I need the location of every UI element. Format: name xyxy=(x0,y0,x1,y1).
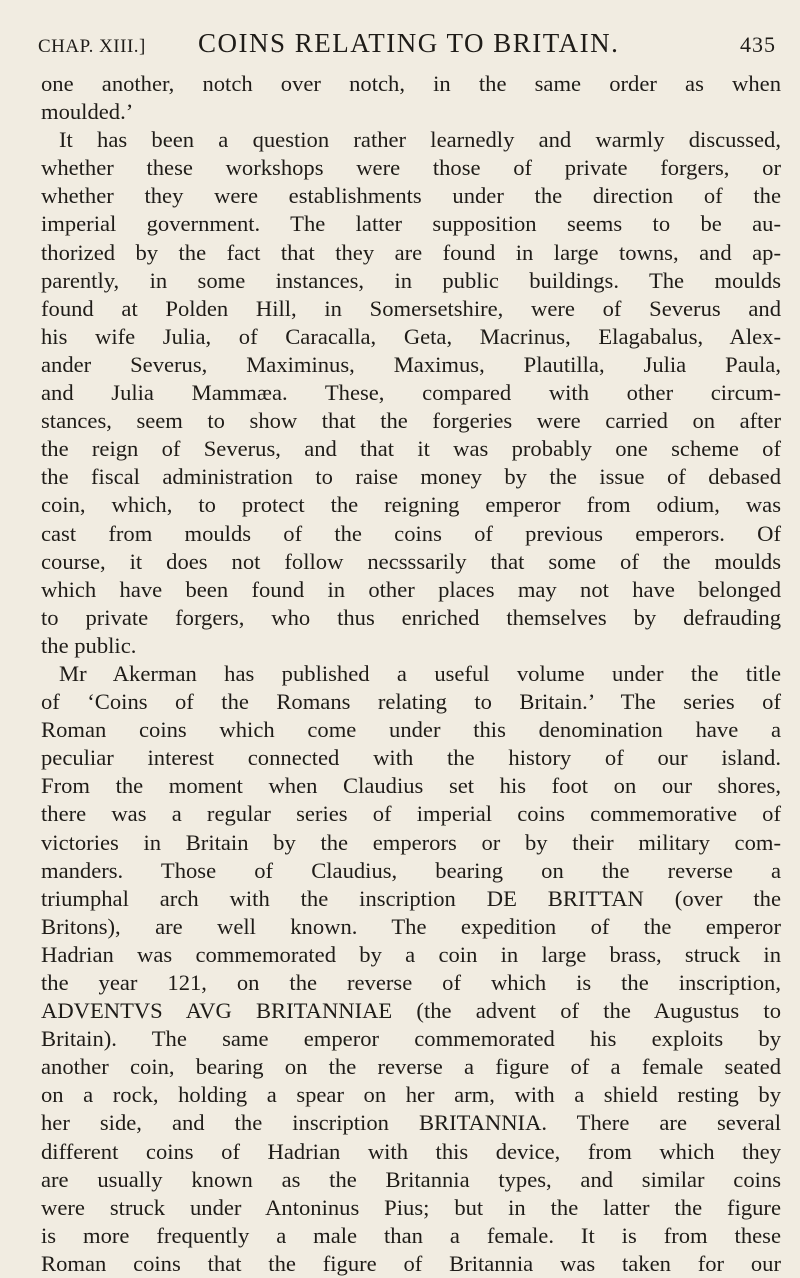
text-line: Roman coins which come under this denomination have a xyxy=(41,717,781,743)
paragraph-start-line: Mr Akerman has published a useful volume under the title xyxy=(59,660,781,686)
page-number: 435 xyxy=(740,32,776,57)
text-line: imperial government. The latter supposition seems to be au- xyxy=(41,211,781,237)
text-line: Hadrian was commemorated by a coin in large brass, struck in xyxy=(41,941,781,967)
text-line: Britain). The same emperor commemorated his exploits by xyxy=(41,1026,781,1052)
text-line: the public. xyxy=(41,632,137,658)
text-line: moulded.’ xyxy=(41,99,134,125)
text-line: stances, seem to show that the forgeries were carried on after xyxy=(41,408,781,434)
text-line: Britons), are well known. The expedition of the emperor xyxy=(41,913,781,939)
text-line: victories in Britain by the emperors or by their military com- xyxy=(41,829,781,855)
text-line: his wife Julia, of Caracalla, Geta, Macrinus, Elagabalus, Alex- xyxy=(41,323,781,349)
text-line: her side, and the inscription BRITANNIA. There are several xyxy=(41,1110,781,1136)
text-line: peculiar interest connected with the history of our island. xyxy=(41,745,781,771)
text-line: coin, which, to protect the reigning emperor from odium, was xyxy=(41,492,781,518)
text-line: whether they were establishments under the direction of the xyxy=(41,183,781,209)
running-head xyxy=(38,28,776,68)
text-line: course, it does not follow necsssarily that some of the moulds xyxy=(41,548,781,574)
text-line: another coin, bearing on the reverse a figure of a female seated xyxy=(41,1054,781,1080)
page-heading: COINS RELATING TO BRITAIN. xyxy=(198,28,620,58)
text-line: which have been found in other places may not have belonged xyxy=(41,576,781,602)
text-line: thorized by the fact that they are found in large towns, and ap- xyxy=(41,239,781,265)
text-line: ADVENTVS AVG BRITANNIAE (the advent of the Augustus to xyxy=(41,998,781,1024)
chapter-reference: CHAP. XIII.] xyxy=(38,36,146,57)
text-line: whether these workshops were those of private forgers, or xyxy=(41,155,781,181)
text-line: there was a regular series of imperial coins commemorative of xyxy=(41,801,781,827)
text-line: and Julia Mammæa. These, compared with other circum- xyxy=(41,380,781,406)
text-line: of ‘Coins of the Romans relating to Britain.’ The series of xyxy=(41,689,781,715)
text-line: the fiscal administration to raise money by the issue of debased xyxy=(41,464,781,490)
text-line: are usually known as the Britannia types, and similar coins xyxy=(41,1166,781,1192)
text-line: triumphal arch with the inscription DE BRITTAN (over the xyxy=(41,885,781,911)
text-line: Roman coins that the figure of Britannia was taken for our xyxy=(41,1250,781,1276)
body-text xyxy=(41,70,781,1278)
text-line: manders. Those of Claudius, bearing on the reverse a xyxy=(41,857,781,883)
text-line: one another, notch over notch, in the same order as when xyxy=(41,71,781,96)
text-line: From the moment when Claudius set his foot on our shores, xyxy=(41,773,781,799)
text-line: different coins of Hadrian with this device, from which they xyxy=(41,1138,781,1164)
text-line: parently, in some instances, in public buildings. The moulds xyxy=(41,267,781,293)
paragraph-start-line: It has been a question rather learnedly and warmly discussed, xyxy=(59,127,781,153)
text-line: were struck under Antoninus Pius; but in the latter the figure xyxy=(41,1194,781,1220)
text-line: the year 121, on the reverse of which is the inscription, xyxy=(41,970,781,995)
text-line: to private forgers, who thus enriched themselves by defrauding xyxy=(41,604,781,630)
text-line: ander Severus, Maximinus, Maximus, Plautilla, Julia Paula, xyxy=(41,351,781,377)
text-line: cast from moulds of the coins of previous emperors. Of xyxy=(41,520,781,546)
text-line: on a rock, holding a spear on her arm, with a shield resting by xyxy=(41,1082,781,1108)
text-line: the reign of Severus, and that it was probably one scheme of xyxy=(41,436,781,462)
text-line: found at Polden Hill, in Somersetshire, were of Severus and xyxy=(41,295,781,321)
text-line: is more frequently a male than a female. It is from these xyxy=(41,1222,781,1248)
